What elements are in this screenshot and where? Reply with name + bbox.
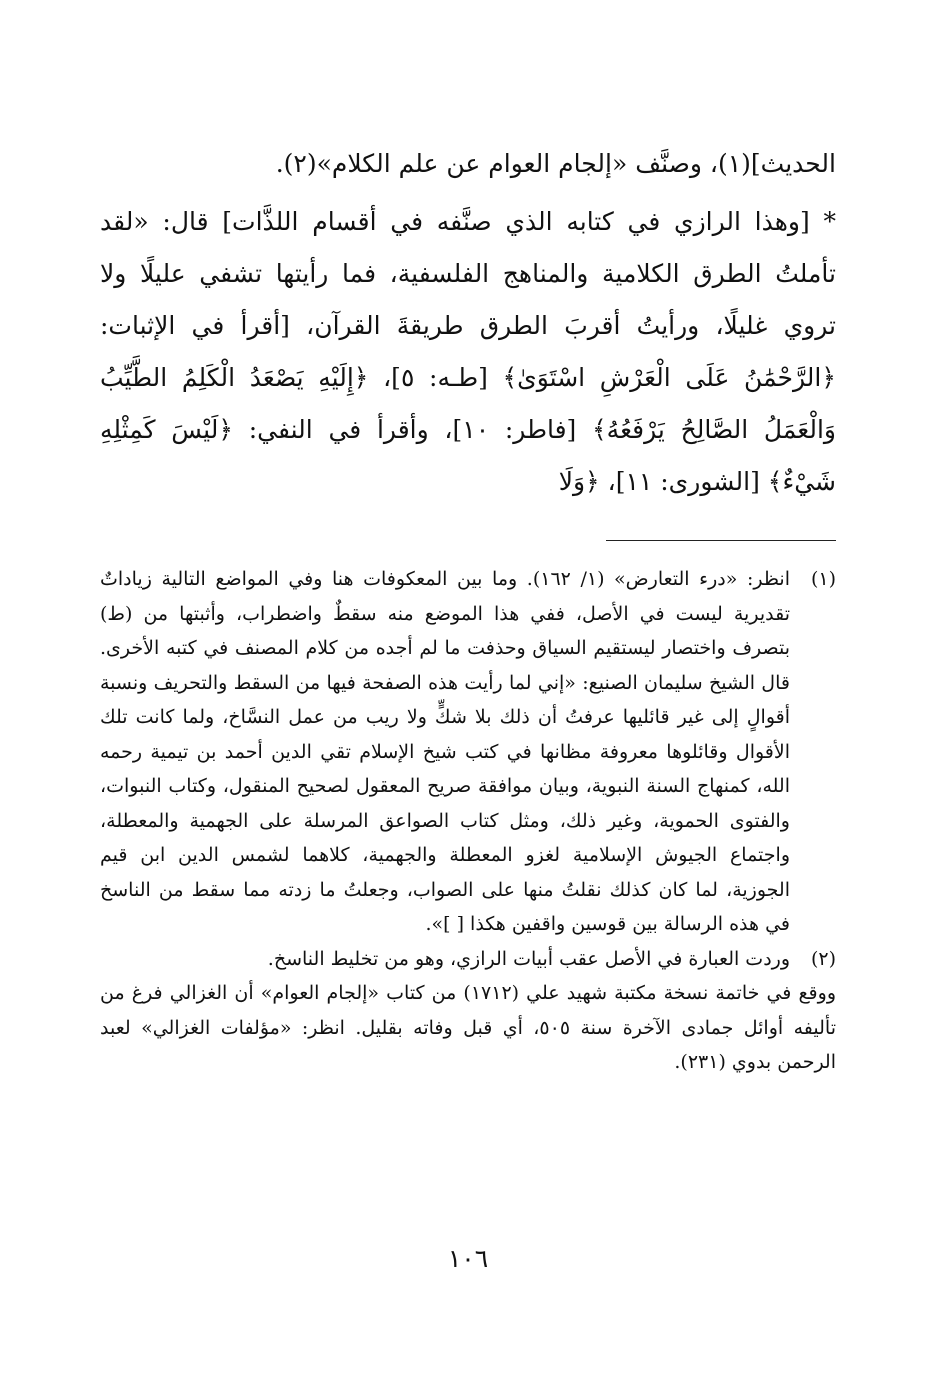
footnote-1 [100, 562, 836, 942]
footnote-number: (١) [810, 568, 836, 590]
footnote-number: (٢) [810, 947, 836, 970]
main-paragraph-2: * [وهذا الرازي في كتابه الذي صنَّفه في أقسام اللذَّات] قال: «لقد تأملتُ الطرق الكلامية والمناهج الفلسفية، فما رأيتها تشفي عليلًا ولا تروي غليلًا، ورأيتُ أقربَ الطرق طريقةَ القرآن، [أقرأ في الإثبات: ﴿الرَّحْمَٰنُ عَلَى الْعَرْشِ اسْتَوَىٰ﴾ [طـه: ٥]، ﴿إِلَيْهِ يَصْعَدُ الْكَلِمُ الطَّيِّبُ وَالْعَمَلُ الصَّالِحُ يَرْفَعُهُ﴾ [فاطر: ١٠]، وأقرأ في النفي: ﴿لَيْسَ كَمِثْلِهِ شَيْءٌ﴾ [الشورى: ١١]، ﴿وَلَا [100, 207, 836, 496]
main-text [100, 138, 836, 514]
footnote-text: انظر: «درء التعارض» (١/ ١٦٢). وما بين المعكوفات هنا وفي المواضع التالية زياداتٌ تقديرية ليست في الأصل، ففي هذا الموضع منه سقطٌ واضطراب، وأثبتها من (ط) بتصرف واختصار ليستقيم السياق وحذفت ما لم أجده من كلام المصنف في كتبه الأخرى. قال الشيخ سليمان الصنيع: «إني لما رأيت هذه الصفحة فيها من السقط والتحريف ونسبة أقوالٍ إلى غير قائليها عرفتُ أن ذلك بلا شكٍّ ولا ريب من عمل النسَّاخ، ولما كانت تلك الأقوال وقائلوها معروفة مظانها في كتب شيخ الإسلام تقي الدين أحمد بن تيمية رحمه الله، كمنهاج السنة النبوية، وبيان موافقة صريح المعقول لصحيح المنقول، وكتاب النبوات، والفتوى الحموية، وغير ذلك، ومثل كتاب الصواعق المرسلة على الجهمية والمعطلة، واجتماع الجيوش الإسلامية لغزو المعطلة والجهمية، كلاهما لشمس الدين ابن قيم الجوزية، لما كان كذلك نقلتُ منها على الصواب، وجعلتُ ما زدته مما سقط من الناسخ في هذه الرسالة بين قوسين واقفين هكذا [ ]». [100, 568, 790, 935]
main-paragraph-1: الحديث](١)، وصنَّف «إلجام العوام عن علم الكلام»(٢). [275, 149, 836, 178]
page-number: ١٠٦ [447, 1244, 489, 1273]
footnote-text: وردت العبارة في الأصل عقب أبيات الرازي، وهو من تخليط الناسخ. [267, 947, 790, 970]
footnote-2 [100, 942, 836, 977]
footnote-2-continuation: ووقع في خاتمة نسخة مكتبة شهيد علي (١٧١٢) من كتاب «إلجام العوام» أن الغزالي فرغ من تأليفه أوائل جمادى الآخرة سنة ٥٠٥، أي قبل وفاته بقليل. انظر: «مؤلفات الغزالي» لعبد الرحمن بدوي (٢٣١). [100, 982, 836, 1073]
footnotes [100, 562, 836, 1080]
footnote-divider [606, 540, 836, 541]
